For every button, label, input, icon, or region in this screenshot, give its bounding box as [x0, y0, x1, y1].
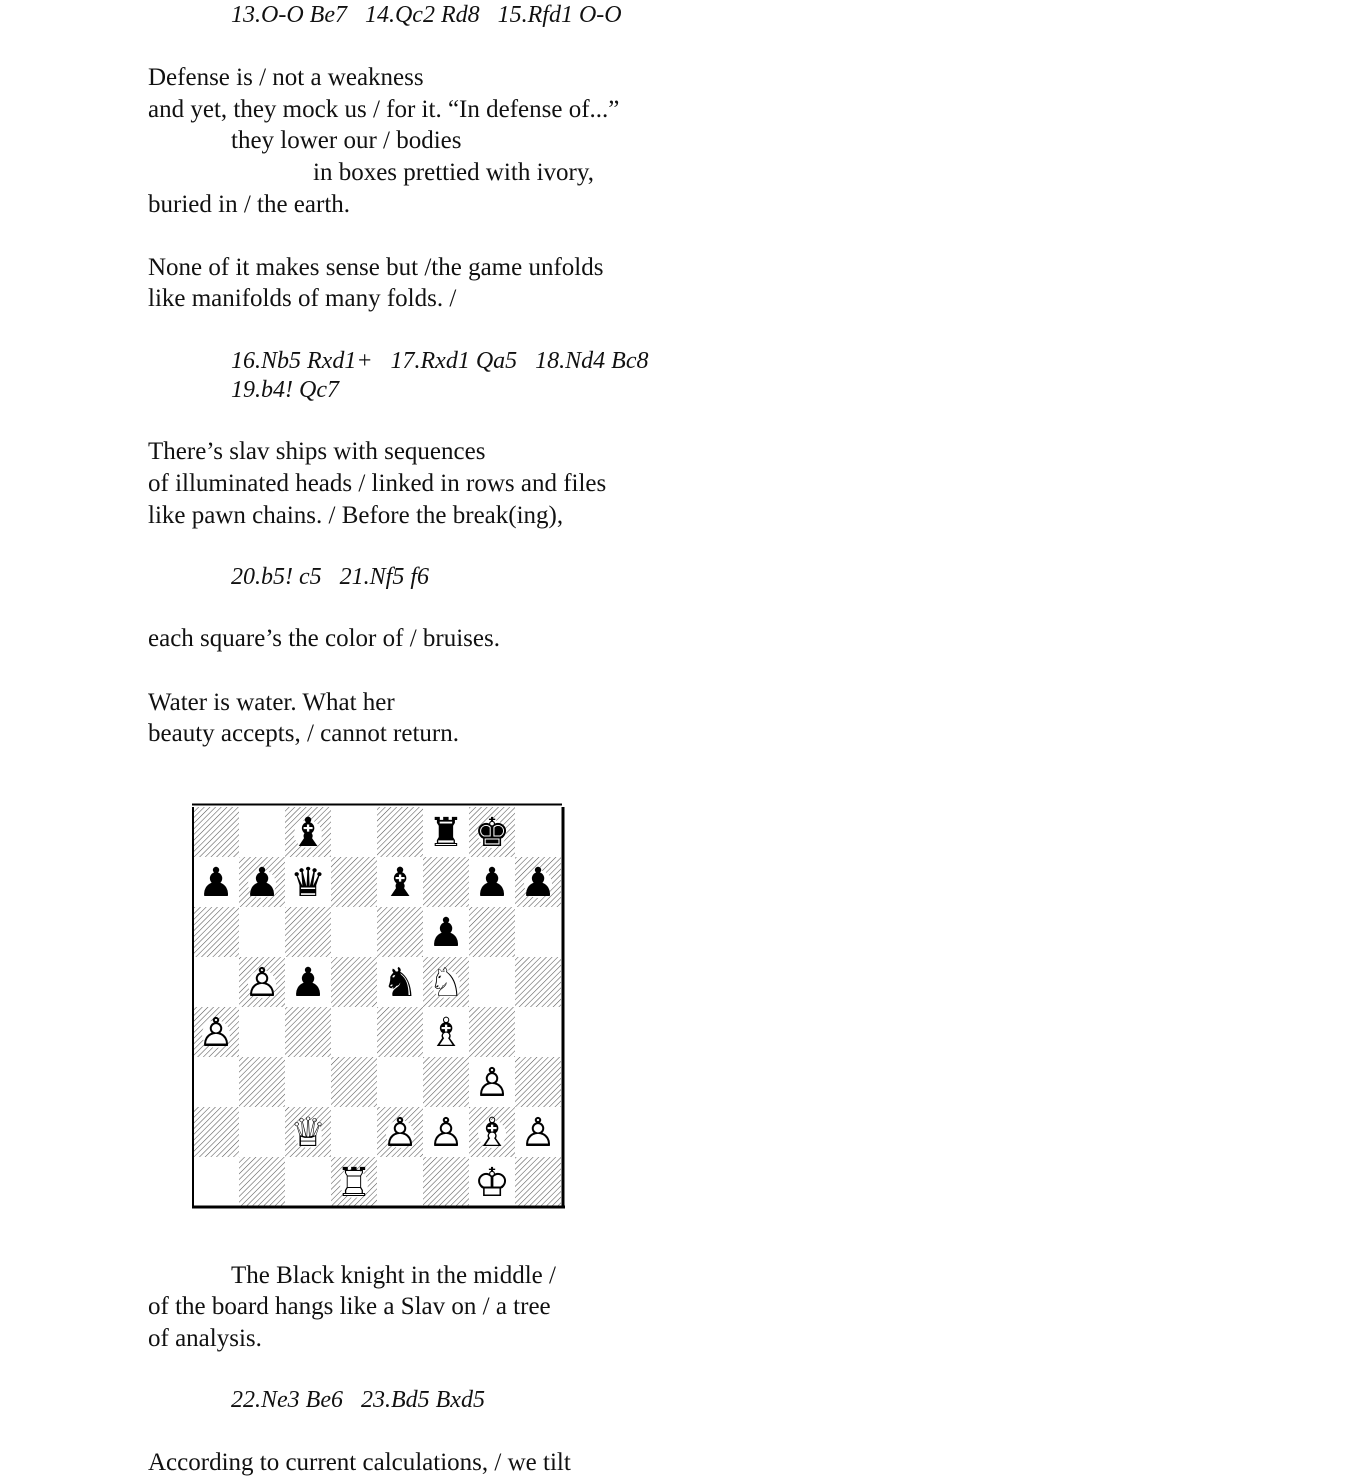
stanza3-line3: like pawn chains. / Before the break(ing), — [148, 502, 564, 529]
square-b4 — [239, 1007, 285, 1057]
white-rook-icon: ♖ — [336, 1160, 372, 1206]
square-h5 — [515, 957, 561, 1007]
stanza7-line1: According to current calculations, / we tilt — [148, 1449, 571, 1476]
square-d7 — [331, 857, 377, 907]
moves-20-21: 20.b5! c5 21.Nf5 f6 — [231, 564, 429, 590]
white-pawn-icon: ♙ — [244, 960, 280, 1006]
white-pawn-icon: ♙ — [382, 1110, 418, 1156]
square-e1 — [377, 1157, 423, 1207]
black-pawn-icon: ♟ — [244, 860, 280, 906]
square-b8 — [239, 807, 285, 857]
black-knight-icon: ♞ — [382, 960, 418, 1006]
white-knight-icon: ♘ — [428, 960, 464, 1006]
black-bishop-icon: ♝ — [290, 810, 326, 856]
moves-13-15: 13.O-O Be7 14.Qc2 Rd8 15.Rfd1 O-O — [231, 2, 622, 28]
square-g4 — [469, 1007, 515, 1057]
square-b2 — [239, 1107, 285, 1157]
square-b1 — [239, 1157, 285, 1207]
square-c6 — [285, 907, 331, 957]
stanza2-line2: like manifolds of many folds. / — [148, 285, 457, 312]
square-d8 — [331, 807, 377, 857]
black-pawn-icon: ♟ — [290, 960, 326, 1006]
square-e3 — [377, 1057, 423, 1107]
black-pawn-icon: ♟ — [520, 860, 556, 906]
square-d3 — [331, 1057, 377, 1107]
black-pawn-icon: ♟ — [428, 910, 464, 956]
stanza6-line1: The Black knight in the middle / — [231, 1262, 556, 1289]
square-d6 — [331, 907, 377, 957]
stanza1-line1: Defense is / not a weakness — [148, 64, 424, 91]
square-d5 — [331, 957, 377, 1007]
square-a6 — [193, 907, 239, 957]
moves-19: 19.b4! Qc7 — [231, 377, 339, 403]
square-f3 — [423, 1057, 469, 1107]
square-f7 — [423, 857, 469, 907]
square-h3 — [515, 1057, 561, 1107]
square-g6 — [469, 907, 515, 957]
chess-board — [191, 803, 567, 1211]
square-a5 — [193, 957, 239, 1007]
moves-16-18: 16.Nb5 Rxd1+ 17.Rxd1 Qa5 18.Nd4 Bc8 — [231, 348, 649, 374]
square-h6 — [515, 907, 561, 957]
square-e4 — [377, 1007, 423, 1057]
black-king-icon: ♚ — [474, 810, 510, 856]
white-pawn-icon: ♙ — [520, 1110, 556, 1156]
white-pawn-icon: ♙ — [198, 1010, 234, 1056]
square-h1 — [515, 1157, 561, 1207]
square-h4 — [515, 1007, 561, 1057]
square-f1 — [423, 1157, 469, 1207]
moves-22-23: 22.Ne3 Be6 23.Bd5 Bxd5 — [231, 1387, 485, 1413]
chess-diagram — [191, 803, 567, 1211]
square-d2 — [331, 1107, 377, 1157]
square-a8 — [193, 807, 239, 857]
white-pawn-icon: ♙ — [474, 1060, 510, 1106]
square-e8 — [377, 807, 423, 857]
square-h8 — [515, 807, 561, 857]
black-pawn-icon: ♟ — [474, 860, 510, 906]
square-e6 — [377, 907, 423, 957]
stanza1-line5: buried in / the earth. — [148, 191, 351, 218]
stanza5-line1: Water is water. What her — [148, 689, 395, 716]
stanza1-line2: and yet, they mock us / for it. “In defense of...” — [148, 96, 620, 123]
black-bishop-icon: ♝ — [382, 860, 418, 906]
white-pawn-icon: ♙ — [428, 1110, 464, 1156]
square-b6 — [239, 907, 285, 957]
black-pawn-icon: ♟ — [198, 860, 234, 906]
stanza3-line2: of illuminated heads / linked in rows and files — [148, 470, 607, 497]
square-c3 — [285, 1057, 331, 1107]
square-c1 — [285, 1157, 331, 1207]
square-a1 — [193, 1157, 239, 1207]
square-a3 — [193, 1057, 239, 1107]
stanza3-line1: There’s slav ships with sequences — [148, 438, 486, 465]
square-a2 — [193, 1107, 239, 1157]
square-g5 — [469, 957, 515, 1007]
white-bishop-icon: ♗ — [428, 1010, 464, 1056]
black-queen-icon: ♛ — [290, 860, 326, 906]
black-rook-icon: ♜ — [428, 810, 464, 856]
square-d4 — [331, 1007, 377, 1057]
white-queen-icon: ♕ — [290, 1110, 326, 1156]
stanza2-line1: None of it makes sense but /the game unfolds — [148, 254, 604, 281]
white-king-icon: ♔ — [474, 1160, 510, 1206]
stanza6-line2: of the board hangs like a Slav on / a tree — [148, 1293, 551, 1320]
white-bishop-icon: ♗ — [474, 1110, 510, 1156]
square-b3 — [239, 1057, 285, 1107]
stanza6-line3: of analysis. — [148, 1325, 262, 1352]
stanza1-line4: in boxes prettied with ivory, — [313, 159, 594, 186]
stanza1-line3: they lower our / bodies — [231, 127, 462, 154]
stanza4-line1: each square’s the color of / bruises. — [148, 625, 500, 652]
square-c4 — [285, 1007, 331, 1057]
stanza5-line2: beauty accepts, / cannot return. — [148, 720, 459, 747]
